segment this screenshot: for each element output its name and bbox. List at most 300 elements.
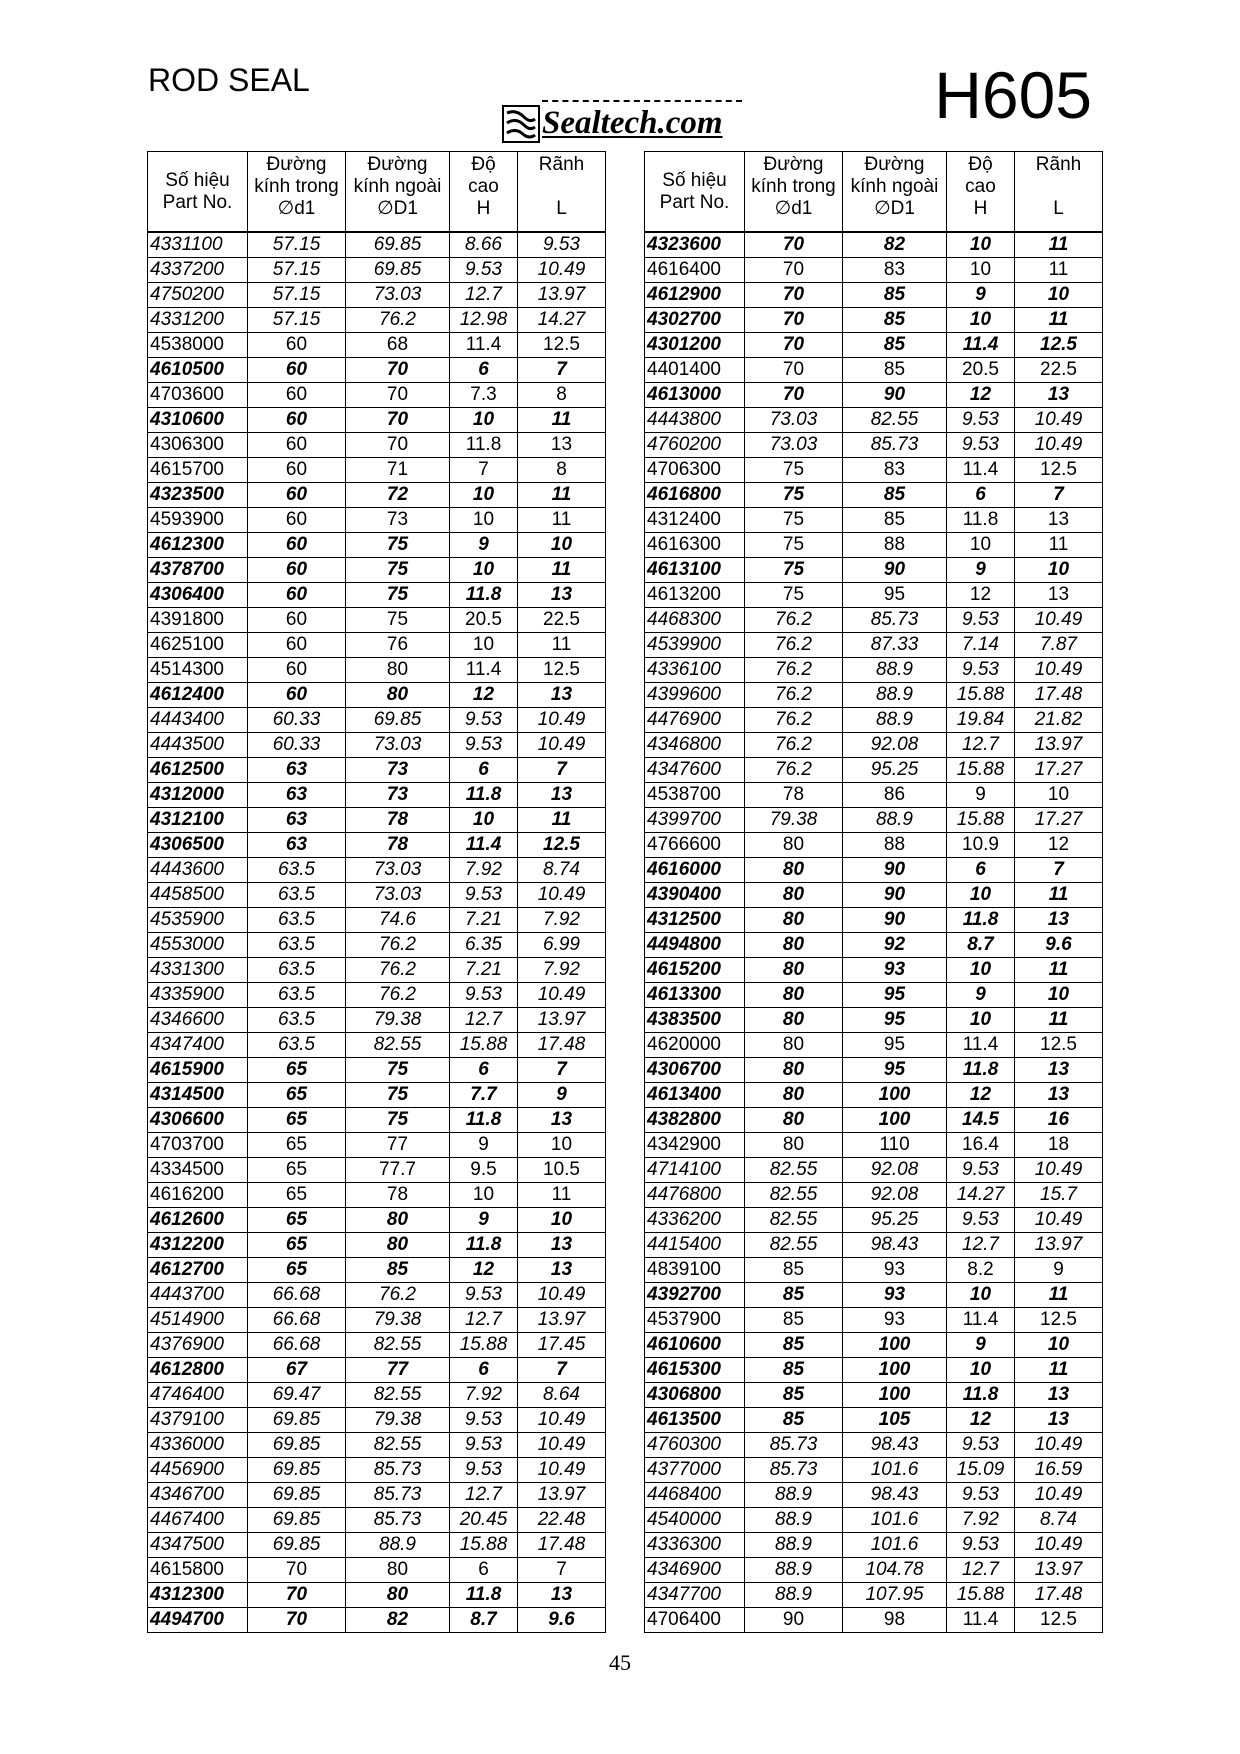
outer-diameter-cell: 85.73 <box>843 608 947 633</box>
table-row <box>148 232 606 258</box>
outer-diameter-cell: 85.73 <box>346 1508 450 1533</box>
table-row <box>148 358 606 383</box>
height-cell: 7.7 <box>450 1083 518 1108</box>
height-cell: 6.35 <box>450 933 518 958</box>
inner-diameter-cell: 60 <box>248 408 346 433</box>
part-no-cell: 4336100 <box>645 658 745 683</box>
inner-diameter-cell: 88.9 <box>745 1508 843 1533</box>
groove-cell: 9.53 <box>518 232 606 258</box>
part-no-cell: 4306600 <box>148 1108 248 1133</box>
table-row <box>645 558 1103 583</box>
outer-diameter-cell: 76.2 <box>346 933 450 958</box>
header-inner-diameter: Đường kính trong ∅d1 <box>745 152 843 233</box>
table-row <box>645 633 1103 658</box>
inner-diameter-cell: 85.73 <box>745 1433 843 1458</box>
height-cell: 10 <box>947 232 1015 258</box>
table-row <box>148 758 606 783</box>
groove-cell: 7 <box>518 358 606 383</box>
inner-diameter-cell: 66.68 <box>248 1333 346 1358</box>
inner-diameter-cell: 88.9 <box>745 1558 843 1583</box>
part-no-cell: 4312100 <box>148 808 248 833</box>
table-body-right <box>645 232 1103 1633</box>
outer-diameter-cell: 80 <box>346 1583 450 1608</box>
outer-diameter-cell: 92.08 <box>843 733 947 758</box>
table-row <box>645 908 1103 933</box>
outer-diameter-cell: 95 <box>843 1033 947 1058</box>
table-row <box>148 1383 606 1408</box>
outer-diameter-cell: 85 <box>346 1258 450 1283</box>
groove-cell: 7 <box>518 758 606 783</box>
outer-diameter-cell: 75 <box>346 533 450 558</box>
height-cell: 8.66 <box>450 232 518 258</box>
table-header-row <box>645 152 1103 233</box>
height-cell: 12.7 <box>947 733 1015 758</box>
outer-diameter-cell: 95.25 <box>843 1208 947 1233</box>
outer-diameter-cell: 71 <box>346 458 450 483</box>
part-no-cell: 4612600 <box>148 1208 248 1233</box>
groove-cell: 11 <box>518 1183 606 1208</box>
outer-diameter-cell: 85.73 <box>346 1458 450 1483</box>
groove-cell: 17.48 <box>518 1033 606 1058</box>
groove-cell: 10 <box>518 1133 606 1158</box>
outer-diameter-cell: 85 <box>843 358 947 383</box>
table-row <box>148 1458 606 1483</box>
groove-cell: 7 <box>518 1058 606 1083</box>
height-cell: 16.4 <box>947 1133 1015 1158</box>
groove-cell: 13.97 <box>1015 1558 1103 1583</box>
groove-cell: 10.49 <box>518 708 606 733</box>
outer-diameter-cell: 93 <box>843 1283 947 1308</box>
inner-diameter-cell: 69.47 <box>248 1383 346 1408</box>
outer-diameter-cell: 98.43 <box>843 1233 947 1258</box>
height-cell: 9 <box>947 1333 1015 1358</box>
table-row <box>645 1458 1103 1483</box>
groove-cell: 10.49 <box>518 1433 606 1458</box>
groove-cell: 10.5 <box>518 1158 606 1183</box>
groove-cell: 13 <box>1015 383 1103 408</box>
outer-diameter-cell: 73 <box>346 758 450 783</box>
groove-cell: 10.49 <box>1015 1208 1103 1233</box>
inner-diameter-cell: 65 <box>248 1183 346 1208</box>
part-no-cell: 4347500 <box>148 1533 248 1558</box>
inner-diameter-cell: 67 <box>248 1358 346 1383</box>
outer-diameter-cell: 85 <box>843 283 947 308</box>
part-no-cell: 4346900 <box>645 1558 745 1583</box>
part-no-cell: 4415400 <box>645 1233 745 1258</box>
height-cell: 7.92 <box>450 1383 518 1408</box>
inner-diameter-cell: 75 <box>745 558 843 583</box>
height-cell: 9 <box>450 1133 518 1158</box>
sealtech-logo <box>502 103 742 145</box>
height-cell: 6 <box>947 483 1015 508</box>
height-cell: 7.14 <box>947 633 1015 658</box>
table-row <box>645 583 1103 608</box>
part-no-cell: 4703600 <box>148 383 248 408</box>
height-cell: 11.8 <box>450 1233 518 1258</box>
groove-cell: 13 <box>518 1583 606 1608</box>
part-no-cell: 4347700 <box>645 1583 745 1608</box>
groove-cell: 10.49 <box>518 1283 606 1308</box>
groove-cell: 17.48 <box>518 1533 606 1558</box>
height-cell: 7.3 <box>450 383 518 408</box>
inner-diameter-cell: 60 <box>248 633 346 658</box>
inner-diameter-cell: 69.85 <box>248 1508 346 1533</box>
table-row <box>645 783 1103 808</box>
outer-diameter-cell: 105 <box>843 1408 947 1433</box>
height-cell: 12 <box>947 383 1015 408</box>
groove-cell: 15.7 <box>1015 1183 1103 1208</box>
outer-diameter-cell: 68 <box>346 333 450 358</box>
outer-diameter-cell: 70 <box>346 383 450 408</box>
part-no-cell: 4625100 <box>148 633 248 658</box>
part-no-cell: 4456900 <box>148 1458 248 1483</box>
height-cell: 6 <box>450 1358 518 1383</box>
outer-diameter-cell: 74.6 <box>346 908 450 933</box>
groove-cell: 13.97 <box>1015 733 1103 758</box>
inner-diameter-cell: 75 <box>745 483 843 508</box>
part-no-cell: 4610600 <box>645 1333 745 1358</box>
inner-diameter-cell: 69.85 <box>248 1533 346 1558</box>
table-row <box>148 1483 606 1508</box>
height-cell: 14.27 <box>947 1183 1015 1208</box>
outer-diameter-cell: 104.78 <box>843 1558 947 1583</box>
part-no-cell: 4312200 <box>148 1233 248 1258</box>
inner-diameter-cell: 65 <box>248 1258 346 1283</box>
groove-cell: 10.49 <box>1015 608 1103 633</box>
groove-cell: 9.6 <box>1015 933 1103 958</box>
groove-cell: 11 <box>518 508 606 533</box>
inner-diameter-cell: 57.15 <box>248 308 346 333</box>
part-no-cell: 4537900 <box>645 1308 745 1333</box>
outer-diameter-cell: 75 <box>346 608 450 633</box>
groove-cell: 10.49 <box>518 983 606 1008</box>
outer-diameter-cell: 82.55 <box>346 1033 450 1058</box>
height-cell: 20.45 <box>450 1508 518 1533</box>
part-no-cell: 4746400 <box>148 1383 248 1408</box>
height-cell: 10 <box>947 308 1015 333</box>
height-cell: 9.53 <box>947 433 1015 458</box>
inner-diameter-cell: 70 <box>745 258 843 283</box>
groove-cell: 10.49 <box>518 1408 606 1433</box>
table-row <box>148 908 606 933</box>
part-no-cell: 4399600 <box>645 683 745 708</box>
groove-cell: 10.49 <box>1015 1158 1103 1183</box>
groove-cell: 10 <box>518 1208 606 1233</box>
table-row <box>645 608 1103 633</box>
outer-diameter-cell: 90 <box>843 908 947 933</box>
height-cell: 9.53 <box>450 733 518 758</box>
height-cell: 11.8 <box>450 1583 518 1608</box>
height-cell: 15.88 <box>947 758 1015 783</box>
groove-cell: 12.5 <box>518 333 606 358</box>
part-no-cell: 4342900 <box>645 1133 745 1158</box>
part-no-cell: 4616200 <box>148 1183 248 1208</box>
part-no-cell: 4514900 <box>148 1308 248 1333</box>
inner-diameter-cell: 65 <box>248 1158 346 1183</box>
groove-cell: 10.49 <box>1015 658 1103 683</box>
header-height: Độ cao H <box>947 152 1015 233</box>
height-cell: 12.7 <box>450 1308 518 1333</box>
table-row <box>148 1008 606 1033</box>
part-no-cell: 4540000 <box>645 1508 745 1533</box>
table-row <box>645 883 1103 908</box>
table-row <box>148 1308 606 1333</box>
inner-diameter-cell: 66.68 <box>248 1283 346 1308</box>
outer-diameter-cell: 70 <box>346 408 450 433</box>
height-cell: 9 <box>947 558 1015 583</box>
groove-cell: 10 <box>1015 558 1103 583</box>
outer-diameter-cell: 77 <box>346 1358 450 1383</box>
part-no-cell: 4335900 <box>148 983 248 1008</box>
height-cell: 12.7 <box>450 1008 518 1033</box>
table-row <box>148 1183 606 1208</box>
groove-cell: 13 <box>518 1258 606 1283</box>
inner-diameter-cell: 85 <box>745 1383 843 1408</box>
part-no-cell: 4346800 <box>645 733 745 758</box>
outer-diameter-cell: 90 <box>843 383 947 408</box>
table-row <box>148 558 606 583</box>
outer-diameter-cell: 70 <box>346 433 450 458</box>
height-cell: 9 <box>947 283 1015 308</box>
table-row <box>148 1433 606 1458</box>
inner-diameter-cell: 60 <box>248 658 346 683</box>
inner-diameter-cell: 80 <box>745 1108 843 1133</box>
table-row <box>148 983 606 1008</box>
groove-cell: 9.6 <box>518 1608 606 1633</box>
groove-cell: 11 <box>1015 958 1103 983</box>
part-no-cell: 4468400 <box>645 1483 745 1508</box>
outer-diameter-cell: 83 <box>843 258 947 283</box>
inner-diameter-cell: 60 <box>248 358 346 383</box>
groove-cell: 13.97 <box>518 283 606 308</box>
outer-diameter-cell: 101.6 <box>843 1508 947 1533</box>
inner-diameter-cell: 80 <box>745 1083 843 1108</box>
height-cell: 6 <box>450 1058 518 1083</box>
part-no-cell: 4390400 <box>645 883 745 908</box>
table-header-row <box>148 152 606 233</box>
groove-cell: 7 <box>518 1358 606 1383</box>
part-no-cell: 4494800 <box>645 933 745 958</box>
groove-cell: 13.97 <box>1015 1233 1103 1258</box>
rod-seal-table-right <box>644 151 1103 1633</box>
header-groove: Rãnh L <box>518 152 606 233</box>
part-no-cell: 4613400 <box>645 1083 745 1108</box>
table-row <box>148 1158 606 1183</box>
outer-diameter-cell: 82.55 <box>346 1433 450 1458</box>
part-no-cell: 4538000 <box>148 333 248 358</box>
groove-cell: 12.5 <box>518 658 606 683</box>
inner-diameter-cell: 73.03 <box>745 433 843 458</box>
outer-diameter-cell: 80 <box>346 658 450 683</box>
height-cell: 20.5 <box>450 608 518 633</box>
inner-diameter-cell: 70 <box>745 333 843 358</box>
part-no-cell: 4616300 <box>645 533 745 558</box>
height-cell: 11.8 <box>947 1058 1015 1083</box>
outer-diameter-cell: 85 <box>843 333 947 358</box>
part-no-cell: 4310600 <box>148 408 248 433</box>
table-row <box>148 1283 606 1308</box>
groove-cell: 8 <box>518 458 606 483</box>
part-no-cell: 4839100 <box>645 1258 745 1283</box>
part-no-cell: 4468300 <box>645 608 745 633</box>
part-no-cell: 4336300 <box>645 1533 745 1558</box>
outer-diameter-cell: 95 <box>843 1008 947 1033</box>
part-no-cell: 4443600 <box>148 858 248 883</box>
table-row <box>645 1033 1103 1058</box>
part-no-cell: 4553000 <box>148 933 248 958</box>
height-cell: 15.88 <box>450 1033 518 1058</box>
table-row <box>148 708 606 733</box>
inner-diameter-cell: 88.9 <box>745 1583 843 1608</box>
table-row <box>645 733 1103 758</box>
height-cell: 11.8 <box>450 583 518 608</box>
logo-overline <box>542 100 742 102</box>
height-cell: 11.4 <box>947 1308 1015 1333</box>
table-row <box>148 1583 606 1608</box>
table-row <box>645 508 1103 533</box>
groove-cell: 13 <box>1015 1083 1103 1108</box>
groove-cell: 10.49 <box>1015 1433 1103 1458</box>
groove-cell: 13 <box>518 683 606 708</box>
part-no-cell: 4379100 <box>148 1408 248 1433</box>
height-cell: 6 <box>450 358 518 383</box>
table-row <box>148 1058 606 1083</box>
table-row <box>148 533 606 558</box>
groove-cell: 13 <box>518 1233 606 1258</box>
inner-diameter-cell: 85 <box>745 1408 843 1433</box>
height-cell: 15.88 <box>947 1583 1015 1608</box>
table-row <box>645 658 1103 683</box>
part-no-cell: 4382800 <box>645 1108 745 1133</box>
table-row <box>645 308 1103 333</box>
part-no-cell: 4334500 <box>148 1158 248 1183</box>
inner-diameter-cell: 80 <box>745 1133 843 1158</box>
groove-cell: 13.97 <box>518 1008 606 1033</box>
part-no-cell: 4392700 <box>645 1283 745 1308</box>
part-no-cell: 4443500 <box>148 733 248 758</box>
height-cell: 10 <box>947 258 1015 283</box>
outer-diameter-cell: 100 <box>843 1108 947 1133</box>
groove-cell: 8 <box>518 383 606 408</box>
part-no-cell: 4312000 <box>148 783 248 808</box>
height-cell: 10 <box>947 883 1015 908</box>
height-cell: 11.8 <box>947 508 1015 533</box>
outer-diameter-cell: 76.2 <box>346 1283 450 1308</box>
groove-cell: 13 <box>518 1108 606 1133</box>
groove-cell: 7.87 <box>1015 633 1103 658</box>
inner-diameter-cell: 69.85 <box>248 1408 346 1433</box>
part-no-cell: 4612700 <box>148 1258 248 1283</box>
header-part-no: Số hiệu Part No. <box>148 152 248 233</box>
part-no-cell: 4302700 <box>645 308 745 333</box>
table-row <box>645 1183 1103 1208</box>
part-no-cell: 4539900 <box>645 633 745 658</box>
height-cell: 9.53 <box>450 1458 518 1483</box>
logo-text: Sealtech.com <box>542 105 723 141</box>
part-no-cell: 4378700 <box>148 558 248 583</box>
table-row <box>645 1008 1103 1033</box>
groove-cell: 10 <box>1015 1333 1103 1358</box>
height-cell: 10.9 <box>947 833 1015 858</box>
outer-diameter-cell: 88.9 <box>843 683 947 708</box>
inner-diameter-cell: 60 <box>248 458 346 483</box>
table-row <box>148 883 606 908</box>
inner-diameter-cell: 80 <box>745 1033 843 1058</box>
groove-cell: 21.82 <box>1015 708 1103 733</box>
groove-cell: 12.5 <box>1015 458 1103 483</box>
height-cell: 15.88 <box>450 1333 518 1358</box>
table-row <box>645 1083 1103 1108</box>
outer-diameter-cell: 98.43 <box>843 1483 947 1508</box>
outer-diameter-cell: 82.55 <box>346 1333 450 1358</box>
table-row <box>148 1233 606 1258</box>
groove-cell: 7.92 <box>518 908 606 933</box>
height-cell: 11.4 <box>947 458 1015 483</box>
height-cell: 10 <box>450 558 518 583</box>
table-row <box>148 658 606 683</box>
table-row <box>645 408 1103 433</box>
header-outer-diameter: Đường kính ngoài ∅D1 <box>346 152 450 233</box>
outer-diameter-cell: 95 <box>843 1058 947 1083</box>
groove-cell: 10.49 <box>518 1458 606 1483</box>
outer-diameter-cell: 75 <box>346 583 450 608</box>
outer-diameter-cell: 79.38 <box>346 1408 450 1433</box>
inner-diameter-cell: 85 <box>745 1308 843 1333</box>
table-row <box>645 1333 1103 1358</box>
groove-cell: 13 <box>1015 1408 1103 1433</box>
groove-cell: 10.49 <box>1015 1533 1103 1558</box>
table-row <box>645 833 1103 858</box>
groove-cell: 10.49 <box>518 258 606 283</box>
groove-cell: 7 <box>1015 858 1103 883</box>
inner-diameter-cell: 76.2 <box>745 633 843 658</box>
table-row <box>645 1433 1103 1458</box>
groove-cell: 11 <box>518 633 606 658</box>
outer-diameter-cell: 76 <box>346 633 450 658</box>
inner-diameter-cell: 65 <box>248 1058 346 1083</box>
inner-diameter-cell: 65 <box>248 1108 346 1133</box>
inner-diameter-cell: 63.5 <box>248 958 346 983</box>
outer-diameter-cell: 88.9 <box>843 658 947 683</box>
part-no-cell: 4476800 <box>645 1183 745 1208</box>
table-row <box>148 583 606 608</box>
inner-diameter-cell: 63.5 <box>248 983 346 1008</box>
inner-diameter-cell: 63.5 <box>248 933 346 958</box>
height-cell: 11.4 <box>450 833 518 858</box>
table-row <box>645 533 1103 558</box>
part-no-cell: 4514300 <box>148 658 248 683</box>
outer-diameter-cell: 90 <box>843 558 947 583</box>
groove-cell: 12.5 <box>1015 1308 1103 1333</box>
outer-diameter-cell: 78 <box>346 833 450 858</box>
product-code: H605 <box>934 58 1092 132</box>
part-no-cell: 4616400 <box>645 258 745 283</box>
table-row <box>148 333 606 358</box>
height-cell: 11.8 <box>450 433 518 458</box>
part-no-cell: 4336000 <box>148 1433 248 1458</box>
inner-diameter-cell: 63.5 <box>248 858 346 883</box>
groove-cell: 10.49 <box>1015 408 1103 433</box>
table-row <box>148 833 606 858</box>
height-cell: 19.84 <box>947 708 1015 733</box>
outer-diameter-cell: 88.9 <box>843 708 947 733</box>
groove-cell: 12 <box>1015 833 1103 858</box>
height-cell: 12 <box>947 1408 1015 1433</box>
inner-diameter-cell: 79.38 <box>745 808 843 833</box>
table-row <box>148 308 606 333</box>
part-no-cell: 4383500 <box>645 1008 745 1033</box>
inner-diameter-cell: 63.5 <box>248 1033 346 1058</box>
